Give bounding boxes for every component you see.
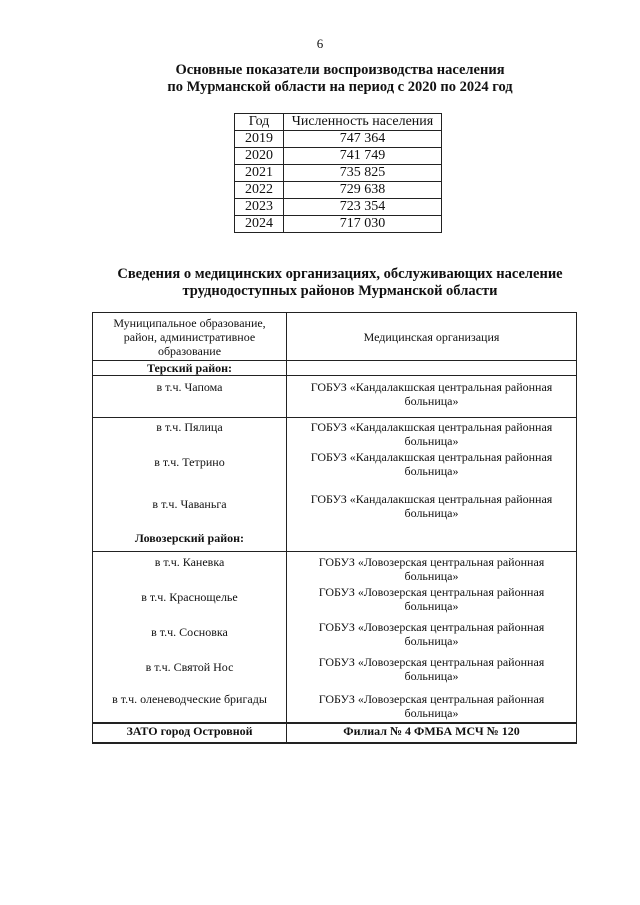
population-cell: 717 030 bbox=[284, 216, 442, 233]
table-row bbox=[93, 492, 577, 527]
table-row bbox=[93, 527, 577, 552]
table-row bbox=[235, 199, 442, 216]
population-title-line1: Основные показатели воспроизводства населения bbox=[175, 62, 505, 78]
year-cell: 2019 bbox=[235, 131, 284, 148]
district-ostrovnoy: ЗАТО город Островной bbox=[93, 723, 287, 743]
table-row bbox=[93, 418, 577, 451]
table-row bbox=[93, 655, 577, 690]
table-row bbox=[93, 620, 577, 655]
header-municipality: Муниципальное образование, район, административное образование bbox=[93, 313, 287, 361]
org-svyatoy-nos: ГОБУЗ «Ловозерская центральная районная больница» bbox=[287, 655, 577, 690]
org-krasnoshchelye: ГОБУЗ «Ловозерская центральная районная больница» bbox=[287, 585, 577, 620]
settlement-svyatoy-nos: в т.ч. Святой Нос bbox=[93, 655, 287, 690]
org-tetrino: ГОБУЗ «Кандалакшская центральная районная больница» bbox=[287, 450, 577, 492]
district-terskiy: Терский район: bbox=[93, 361, 287, 376]
header-population: Численность населения bbox=[284, 114, 442, 131]
year-cell: 2022 bbox=[235, 182, 284, 199]
table-row bbox=[235, 216, 442, 233]
year-cell: 2020 bbox=[235, 148, 284, 165]
population-title bbox=[0, 62, 640, 96]
population-header-row bbox=[235, 114, 442, 131]
table-row bbox=[93, 361, 577, 376]
settlement-kanevka: в т.ч. Каневка bbox=[93, 552, 287, 586]
district-lovozero: Ловозерский район: bbox=[93, 527, 287, 552]
population-cell: 723 354 bbox=[284, 199, 442, 216]
medical-title-line2: труднодоступных районов Мурманской области bbox=[182, 283, 498, 299]
settlement-chavanga: в т.ч. Чаваньга bbox=[93, 492, 287, 527]
medical-title bbox=[0, 266, 640, 300]
year-cell: 2024 bbox=[235, 216, 284, 233]
org-kanevka: ГОБУЗ «Ловозерская центральная районная больница» bbox=[287, 552, 577, 586]
settlement-chapoma: в т.ч. Чапома bbox=[93, 376, 287, 418]
settlement-brigades: в т.ч. оленеводческие бригады bbox=[93, 690, 287, 723]
population-cell: 735 825 bbox=[284, 165, 442, 182]
table-row bbox=[93, 552, 577, 586]
table-row bbox=[93, 690, 577, 723]
table-row bbox=[93, 450, 577, 492]
year-cell: 2023 bbox=[235, 199, 284, 216]
org-sosnovka: ГОБУЗ «Ловозерская центральная районная больница» bbox=[287, 620, 577, 655]
medical-title-line1: Сведения о медицинских организациях, обслуживающих население bbox=[117, 266, 563, 282]
settlement-sosnovka: в т.ч. Сосновка bbox=[93, 620, 287, 655]
table-row bbox=[93, 376, 577, 418]
table-row bbox=[235, 131, 442, 148]
medical-table bbox=[92, 312, 577, 744]
header-year: Год bbox=[235, 114, 284, 131]
header-org: Медицинская организация bbox=[287, 313, 577, 361]
population-cell: 741 749 bbox=[284, 148, 442, 165]
population-table bbox=[234, 113, 442, 233]
org-brigades: ГОБУЗ «Ловозерская центральная районная больница» bbox=[287, 690, 577, 723]
org-ostrovnoy: Филиал № 4 ФМБА МСЧ № 120 bbox=[287, 723, 577, 743]
table-row bbox=[235, 148, 442, 165]
table-row bbox=[93, 585, 577, 620]
population-title-line2: по Мурманской области на период с 2020 по 2024 год bbox=[167, 79, 513, 95]
settlement-pyalitsa: в т.ч. Пялица bbox=[93, 418, 287, 451]
table-row bbox=[93, 723, 577, 743]
medical-header-row bbox=[93, 313, 577, 361]
org-chapoma: ГОБУЗ «Кандалакшская центральная районная больница» bbox=[287, 376, 577, 418]
org-chavanga: ГОБУЗ «Кандалакшская центральная районная больница» bbox=[287, 492, 577, 527]
empty-cell bbox=[287, 361, 577, 376]
year-cell: 2021 bbox=[235, 165, 284, 182]
table-row bbox=[235, 165, 442, 182]
page-number: 6 bbox=[316, 36, 324, 51]
settlement-krasnoshchelye: в т.ч. Краснощелье bbox=[93, 585, 287, 620]
population-cell: 729 638 bbox=[284, 182, 442, 199]
empty-cell bbox=[287, 527, 577, 552]
table-row bbox=[235, 182, 442, 199]
population-cell: 747 364 bbox=[284, 131, 442, 148]
settlement-tetrino: в т.ч. Тетрино bbox=[93, 450, 287, 492]
org-pyalitsa: ГОБУЗ «Кандалакшская центральная районная больница» bbox=[287, 418, 577, 451]
